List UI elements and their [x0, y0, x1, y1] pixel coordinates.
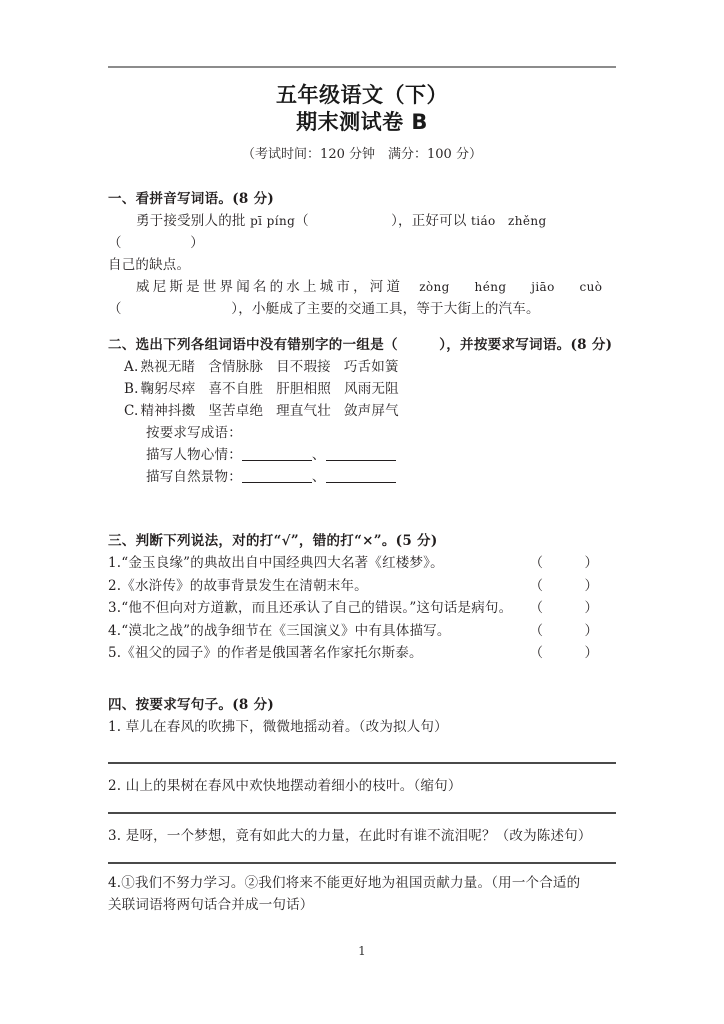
sub-item-2-label: 描写自然景物：	[146, 469, 242, 485]
page-title	[108, 82, 616, 164]
q2-text-tail: 小艇成了主要的交通工具，等于大街上的汽车。	[251, 301, 540, 317]
sub-item-1-label: 描写人物心情：	[146, 447, 242, 463]
sub-item-2-blank-1[interactable]	[242, 469, 312, 483]
option-a-idiom-2: 含情脉脉	[208, 359, 264, 375]
exam-meta: （考试时间：120 分钟 满分：100 分）	[242, 147, 482, 162]
section-2-sub-item-2	[108, 466, 616, 488]
section-1-question-2-line-1	[108, 276, 616, 298]
title-line-exam: 期末测试卷 B	[296, 110, 428, 134]
option-row-c[interactable]	[108, 400, 616, 422]
option-a-idiom-1: 熟视无睹	[140, 359, 196, 375]
judge-answer-bracket-3[interactable]: （ ）	[529, 600, 612, 616]
q1-text-part-2: （ ），正好可以	[295, 213, 472, 229]
section-4-question-3-wrap	[108, 825, 616, 847]
sub-item-1-separator: 、	[311, 447, 326, 463]
section-3	[108, 530, 616, 665]
judge-answer-bracket-5[interactable]: （ ）	[529, 645, 612, 661]
judge-row-3	[108, 597, 616, 620]
section-2	[108, 334, 616, 488]
judge-row-5	[108, 642, 616, 665]
title-line-grade: 五年级语文（下）	[276, 83, 448, 107]
judge-text-4: 4.“漠北之战”的战争细节在《三国演义》中有具体描写。	[108, 622, 451, 639]
sub-item-1-blank-2[interactable]	[326, 447, 396, 461]
option-c-idiom-4: 敛声屏气	[343, 403, 399, 419]
option-b-idiom-2: 喜不自胜	[208, 381, 264, 397]
judge-text-1: 1.“金玉良缘”的典故出自中国经典四大名著《红楼梦》。	[108, 555, 444, 571]
section-1-question-2-line-2	[108, 298, 616, 320]
section-3-heading: 三、判断下列说法，对的打“√”，错的打“×”。(5 分)	[108, 533, 438, 549]
q2-text: 威尼斯是世界闻名的水上城市，河道	[136, 279, 404, 295]
judge-answer-bracket-2[interactable]: （ ）	[529, 577, 612, 594]
sub-item-2-separator: 、	[311, 469, 326, 485]
option-b-idiom-3: 肝胆相照	[276, 381, 332, 397]
judge-text-2: 2.《水浒传》的故事背景发生在清朝末年。	[108, 577, 368, 594]
q2-pinyin: zòng héng jiāo cuò	[419, 280, 603, 294]
section-4-question-4-wrap	[108, 872, 616, 916]
answer-rule-1[interactable]	[108, 762, 616, 764]
page-number: 1	[358, 944, 366, 958]
section-2-sub-item-1	[108, 444, 616, 466]
judge-answer-bracket-4[interactable]: （ ）	[529, 622, 612, 639]
section-2-sub-heading: 按要求写成语：	[146, 425, 242, 441]
section-4-question-3: 3. 是呀，一个梦想，竟有如此大的力量，在此时有谁不流泪呢？（改为陈述句）	[108, 828, 592, 844]
section-4-question-2: 2. 山上的果树在春风中欢快地摆动着细小的枝叶。（缩句）	[108, 778, 462, 794]
section-2-heading: 二、选出下列各组词语中没有错别字的一组是（ ），并按要求写词语。(8 分)	[108, 337, 613, 353]
judge-answer-bracket-1[interactable]: （ ）	[529, 555, 612, 571]
option-a-tag: A.	[124, 359, 139, 375]
option-c-idiom-2: 坚苦卓绝	[208, 403, 264, 419]
option-c-idiom-1: 精神抖擞	[140, 403, 196, 419]
sub-item-1-blank-1[interactable]	[242, 447, 312, 461]
option-c-idiom-3: 理直气壮	[276, 403, 331, 419]
option-a-idiom-4: 巧舌如簧	[343, 359, 399, 375]
section-1-heading: 一、看拼音写词语。(8 分)	[108, 191, 275, 207]
option-c-tag: C.	[124, 403, 139, 419]
option-b-idiom-1: 鞠躬尽瘁	[140, 381, 196, 397]
q1-text-part-1: 勇于接受别人的批	[136, 213, 251, 229]
judge-row-1	[108, 552, 616, 575]
judge-row-2	[108, 575, 616, 598]
option-row-a[interactable]	[108, 356, 616, 378]
sub-item-2-blank-2[interactable]	[326, 469, 396, 483]
judge-text-5: 5.《祖父的园子》的作者是俄国著名作家托尔斯泰。	[108, 645, 423, 661]
option-row-b[interactable]	[108, 378, 616, 400]
option-a-idiom-3: 目不瑕接	[276, 359, 331, 375]
section-1-question-1-line-2: 自己的缺点。	[108, 257, 191, 273]
section-4-question-1: 1. 草儿在春风的吹拂下，微微地摇动着。（改为拟人句）	[108, 719, 448, 735]
option-b-tag: B.	[124, 381, 139, 397]
judge-text-3: 3.“他不但向对方道歉，而且还承认了自己的错误。”这句话是病句。	[108, 600, 513, 616]
q1-pinyin-2: tiáo zhěng	[471, 214, 547, 228]
section-4-question-4-line-1: 4.①我们不努力学习。②我们将来不能更好地为祖国贡献力量。（用一个合适的	[108, 875, 581, 891]
section-1	[108, 188, 616, 320]
q2-answer-bracket: （ ），	[108, 301, 252, 317]
q1-text-part-3: （ ）	[108, 235, 204, 251]
answer-rule-3[interactable]	[108, 862, 616, 864]
section-4-heading-wrap	[108, 694, 616, 738]
section-1-question-1-line-1	[108, 210, 616, 254]
section-4-heading: 四、按要求写句子。(8 分)	[108, 697, 275, 713]
judge-row-4	[108, 620, 616, 643]
option-b-idiom-4: 风雨无阻	[344, 381, 399, 397]
section-4-question-4-line-2: 关联词语将两句话合并成一句话）	[108, 897, 314, 913]
section-4-question-2-wrap	[108, 775, 616, 797]
answer-rule-2[interactable]	[108, 812, 616, 814]
header-divider	[108, 66, 616, 68]
q1-pinyin-1: pī píng	[250, 214, 296, 228]
